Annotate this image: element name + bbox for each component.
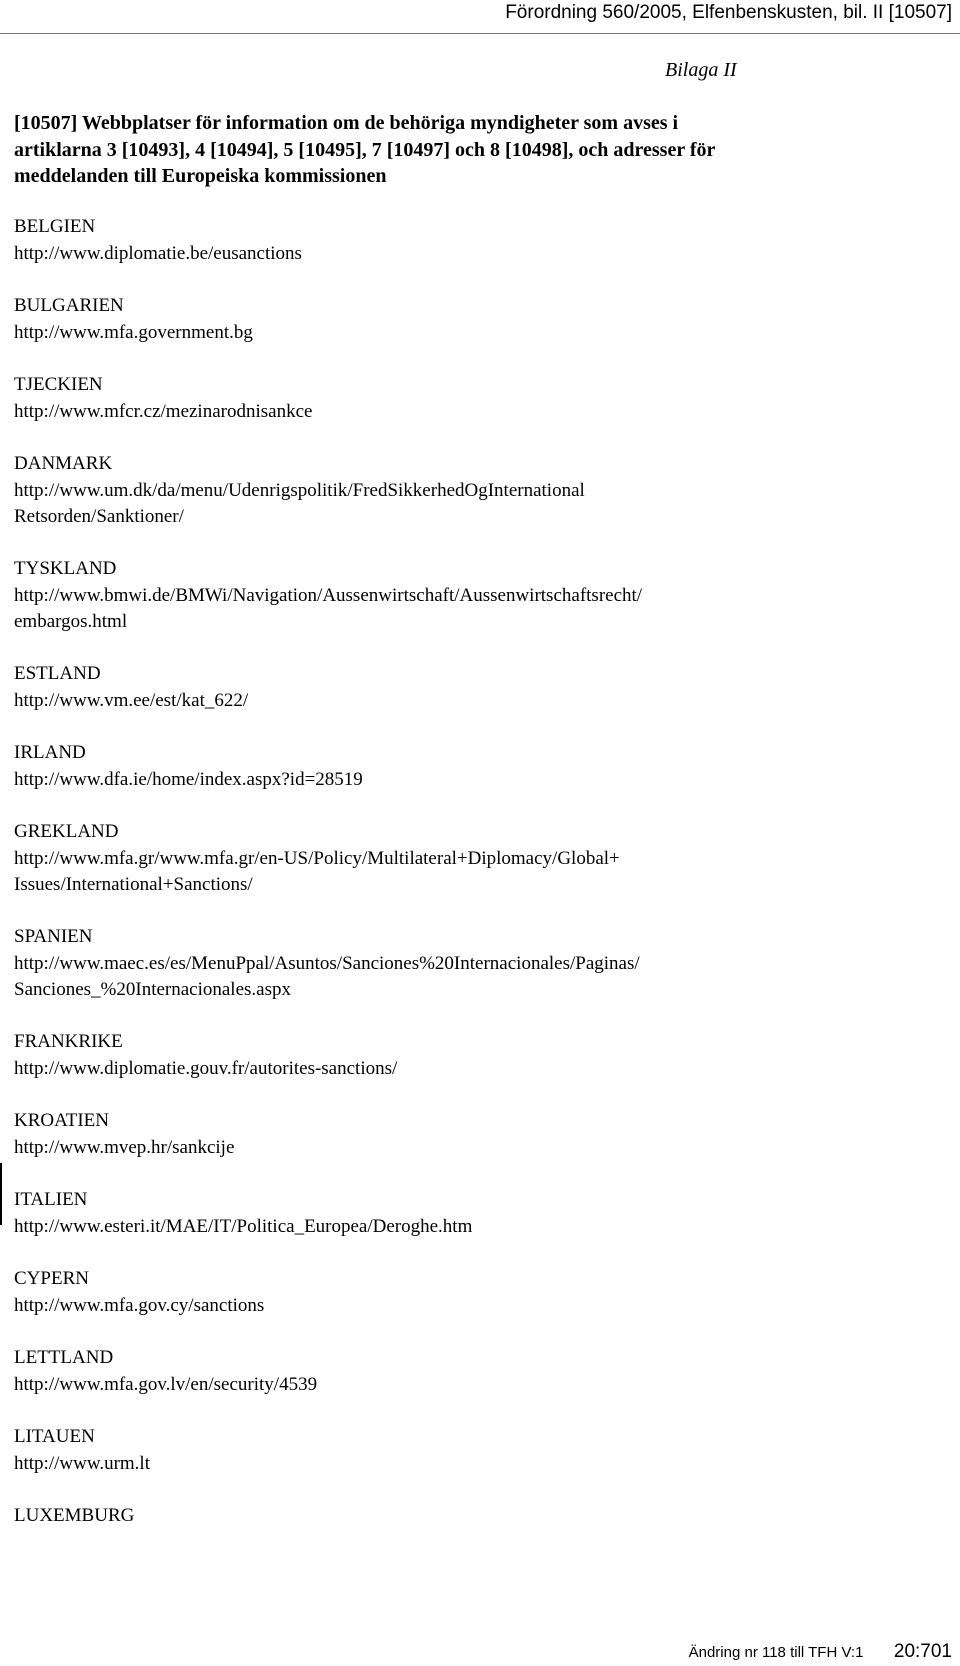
country-name: ITALIEN bbox=[14, 1189, 88, 1210]
country-name: BULGARIEN bbox=[14, 295, 124, 316]
change-marker bbox=[0, 1163, 2, 1225]
country-name: LITAUEN bbox=[14, 1426, 95, 1447]
country-name: CYPERN bbox=[14, 1268, 89, 1289]
country-url[interactable]: http://www.maec.es/es/MenuPpal/Asuntos/Sanciones%20Internacionales/Paginas/ bbox=[14, 952, 640, 974]
country-entry-bulgarien bbox=[14, 293, 914, 346]
country-entry-danmark bbox=[14, 451, 914, 531]
country-entry-litauen bbox=[14, 1424, 914, 1477]
country-name: KROATIEN bbox=[14, 1110, 109, 1131]
amendment-note: Ändring nr 118 till TFH V:1 bbox=[688, 1644, 864, 1661]
page-footer bbox=[689, 1641, 952, 1663]
running-header: Förordning 560/2005, Elfenbenskusten, bil. II [10507] bbox=[505, 2, 952, 23]
country-entry-belgien bbox=[14, 214, 914, 267]
country-name: TJECKIEN bbox=[14, 374, 103, 395]
country-url[interactable]: http://www.mfcr.cz/mezinarodnisankce bbox=[14, 400, 313, 422]
country-url[interactable]: http://www.vm.ee/est/kat_622/ bbox=[14, 689, 249, 711]
country-entry-spanien bbox=[14, 924, 914, 1004]
country-url-continued[interactable]: Issues/International+Sanctions/ bbox=[14, 874, 253, 895]
country-url[interactable]: http://www.bmwi.de/BMWi/Navigation/Aussenwirtschaft/Aussenwirtschaftsrecht/ bbox=[14, 584, 643, 606]
country-name: LETTLAND bbox=[14, 1347, 114, 1368]
country-url[interactable]: http://www.dfa.ie/home/index.aspx?id=28519 bbox=[14, 768, 363, 790]
country-url[interactable]: http://www.um.dk/da/menu/Udenrigspolitik/FredSikkerhedOgInternational bbox=[14, 479, 585, 501]
country-entry-luxemburg bbox=[14, 1503, 914, 1530]
country-entry-italien bbox=[14, 1187, 914, 1240]
country-entry-kroatien bbox=[14, 1108, 914, 1161]
country-url[interactable]: http://www.mfa.gr/www.mfa.gr/en-US/Policy/Multilateral+Diplomacy/Global+ bbox=[14, 847, 620, 869]
country-url[interactable]: http://www.mfa.gov.lv/en/security/4539 bbox=[14, 1373, 318, 1395]
page-number: 20:701 bbox=[893, 1641, 952, 1662]
document-intro: [10507] Webbplatser för information om de behöriga myndigheter som avses i artiklarna 3 [10493], 4 [10494], 5 [10495], 7 [10497] och 8 [10498], och adresser för meddelanden till Europeiska kommissionen bbox=[14, 112, 716, 187]
country-name: LUXEMBURG bbox=[14, 1505, 135, 1526]
country-entry-grekland bbox=[14, 819, 914, 899]
country-entry-tjeckien bbox=[14, 372, 914, 425]
country-name: IRLAND bbox=[14, 742, 86, 763]
country-entry-irland bbox=[14, 740, 914, 793]
country-url-continued[interactable]: embargos.html bbox=[14, 611, 128, 632]
country-url-continued[interactable]: Retsorden/Sanktioner/ bbox=[14, 506, 184, 527]
country-url[interactable]: http://www.diplomatie.be/eusanctions bbox=[14, 242, 302, 264]
country-url[interactable]: http://www.mfa.gov.cy/sanctions bbox=[14, 1294, 265, 1316]
country-entry-tyskland bbox=[14, 556, 914, 636]
annex-label: Bilaga II bbox=[665, 59, 737, 81]
country-url[interactable]: http://www.diplomatie.gouv.fr/autorites-sanctions/ bbox=[14, 1057, 398, 1079]
country-name: DANMARK bbox=[14, 453, 113, 474]
header-divider bbox=[0, 33, 960, 34]
country-entry-frankrike bbox=[14, 1029, 914, 1082]
country-url[interactable]: http://www.esteri.it/MAE/IT/Politica_Europea/Deroghe.htm bbox=[14, 1215, 473, 1237]
country-url-continued[interactable]: Sanciones_%20Internacionales.aspx bbox=[14, 979, 291, 1000]
country-name: SPANIEN bbox=[14, 926, 93, 947]
country-name: TYSKLAND bbox=[14, 558, 117, 579]
country-name: GREKLAND bbox=[14, 821, 119, 842]
country-name: FRANKRIKE bbox=[14, 1031, 123, 1052]
country-entry-cypern bbox=[14, 1266, 914, 1319]
country-url[interactable]: http://www.mvep.hr/sankcije bbox=[14, 1136, 235, 1158]
country-name: ESTLAND bbox=[14, 663, 101, 684]
country-url[interactable]: http://www.urm.lt bbox=[14, 1452, 150, 1474]
country-entry-estland bbox=[14, 661, 914, 714]
country-name: BELGIEN bbox=[14, 216, 96, 237]
country-url[interactable]: http://www.mfa.government.bg bbox=[14, 321, 253, 343]
country-entry-lettland bbox=[14, 1345, 914, 1398]
